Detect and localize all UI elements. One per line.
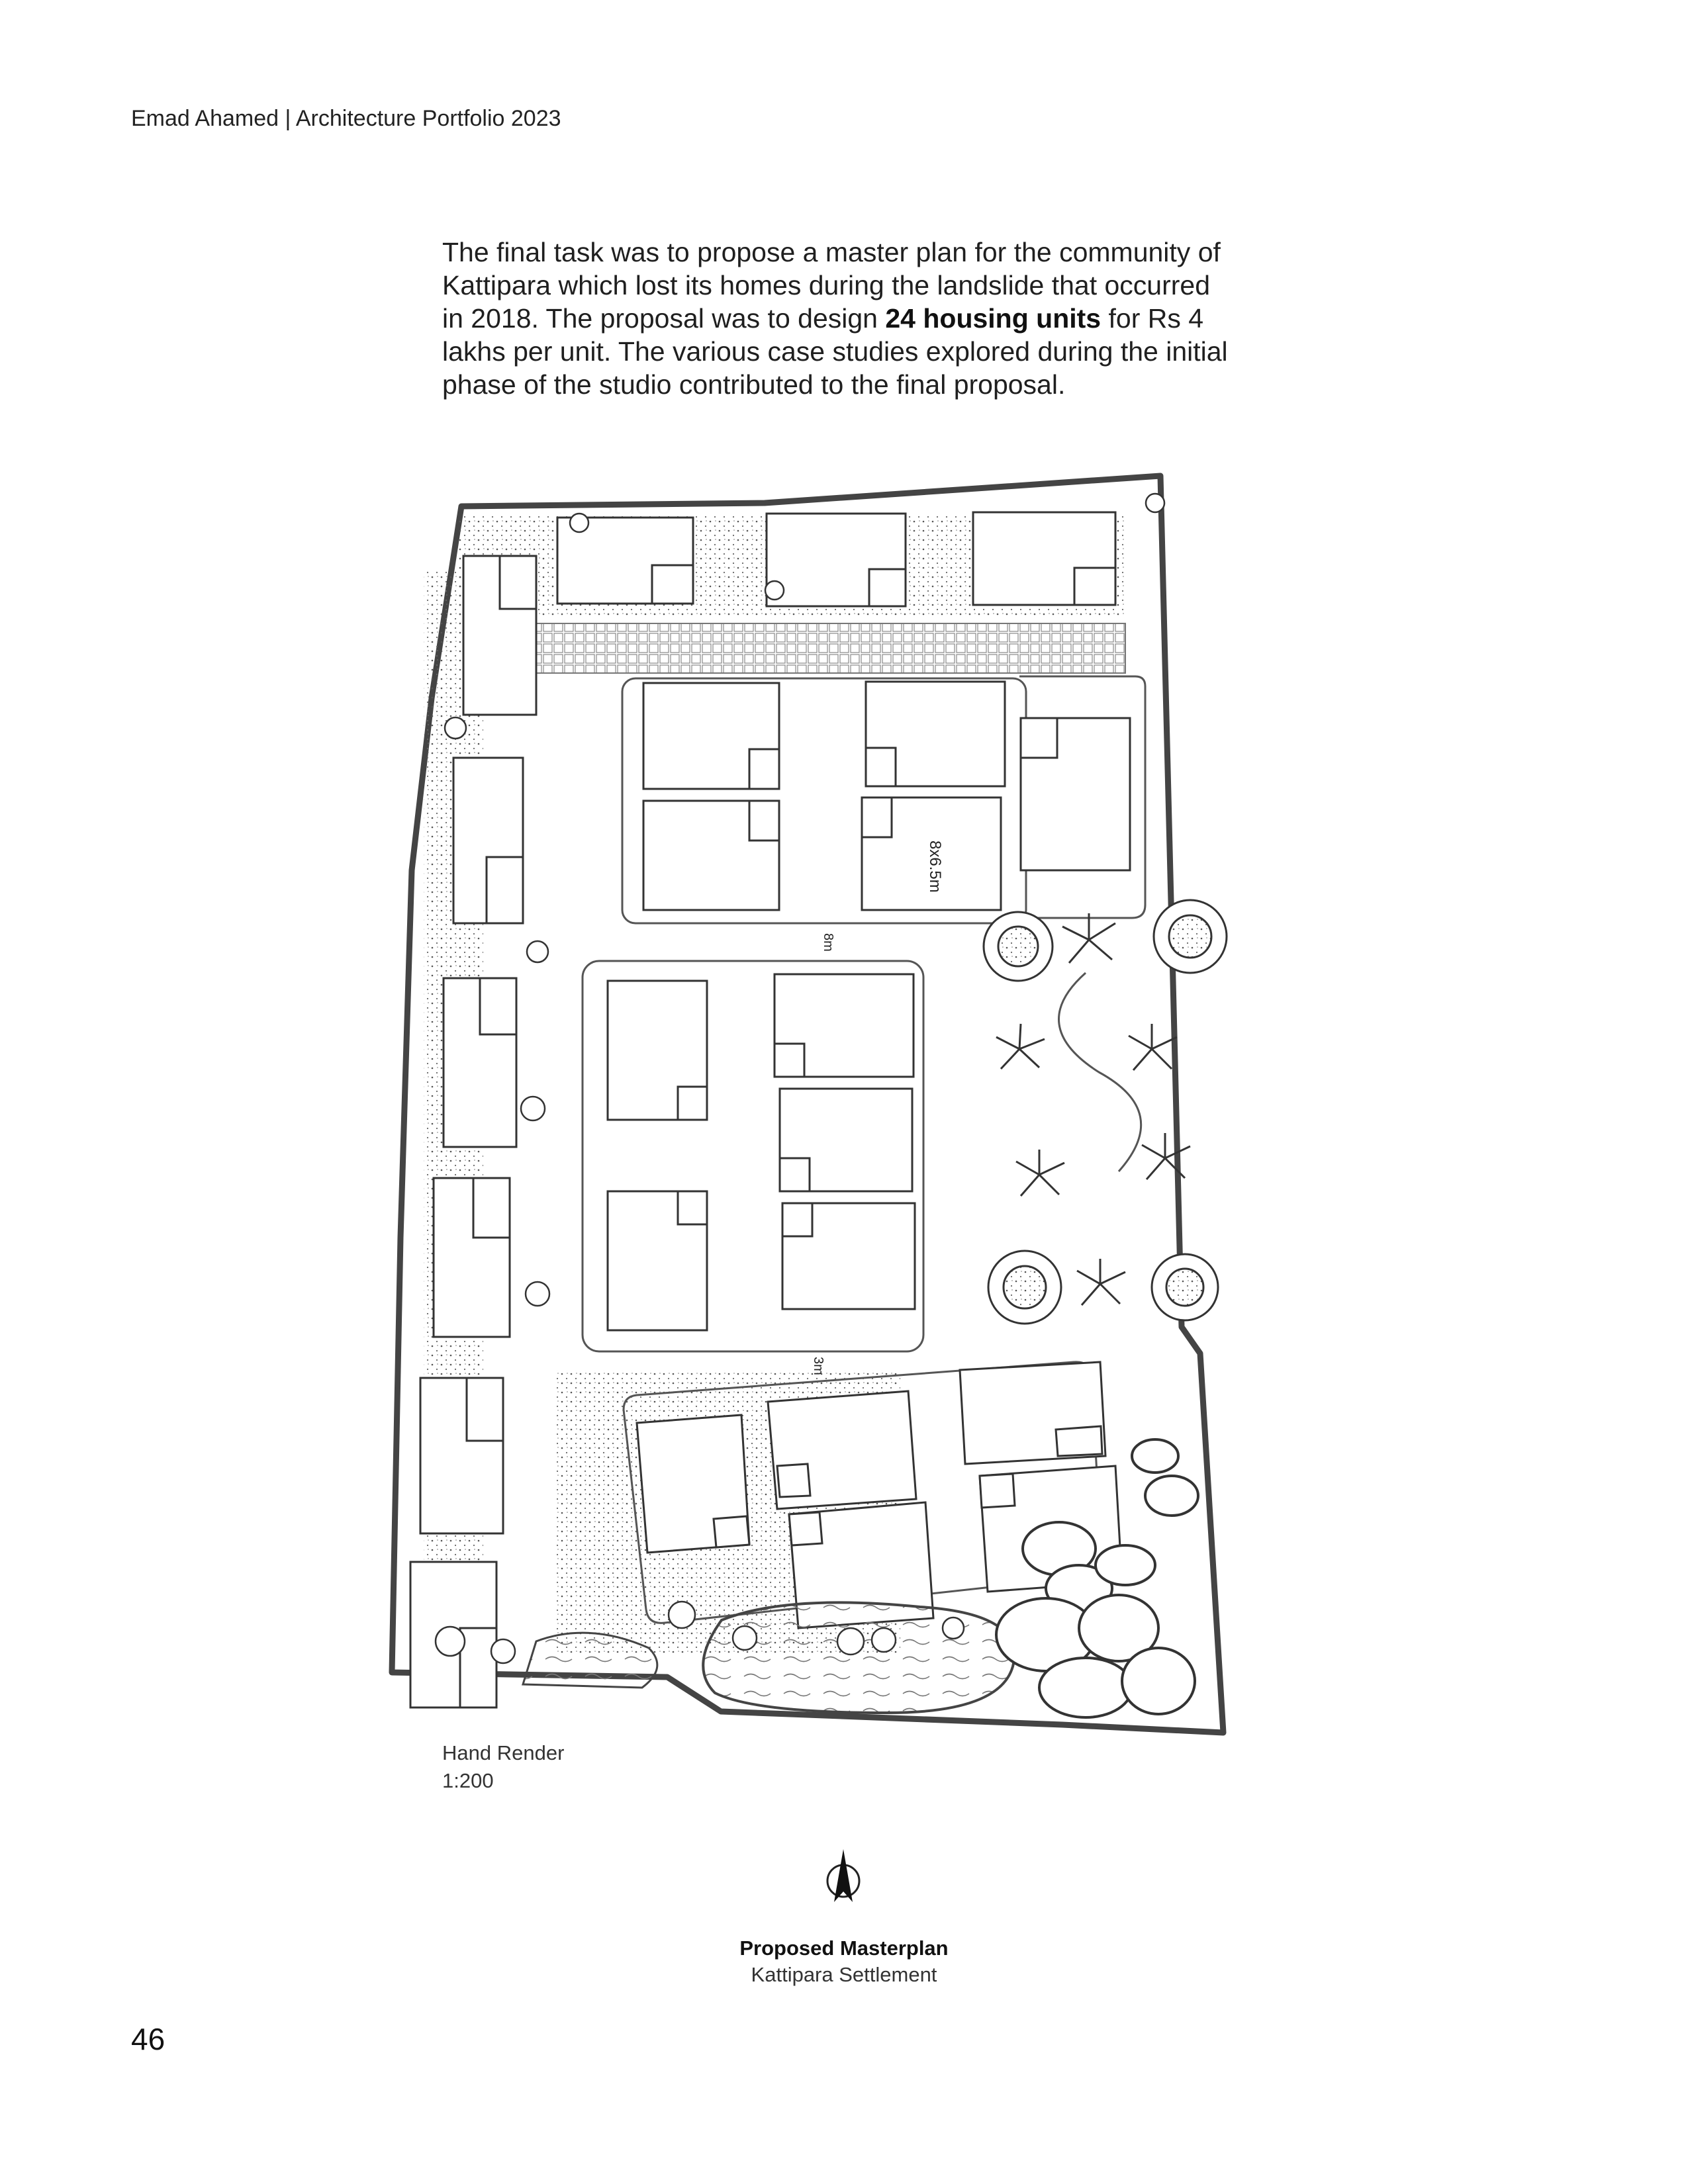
road-width-label-8m: 8m (821, 933, 835, 952)
page-number: 46 (131, 2022, 165, 2056)
render-type: Hand Render (442, 1741, 565, 1764)
paved-road (470, 623, 1125, 673)
render-label (442, 1739, 564, 1795)
road-width-label-3m: 3m (811, 1357, 825, 1375)
intro-text-bold: 24 housing units (885, 303, 1102, 334)
figure-caption-subtitle: Kattipara Settlement (751, 1963, 937, 1986)
intro-text-after: for Rs 4 lakhs per unit. The various case studies explored during the initial phase of the studio contributed to the final proposal. (442, 303, 1228, 400)
house-dimension-label: 8x6.5m (926, 841, 944, 893)
north-arrow-icon (817, 1846, 870, 1913)
intro-paragraph (442, 236, 1237, 401)
render-scale: 1:200 (442, 1769, 494, 1792)
figure-caption-title: Proposed Masterplan (739, 1936, 949, 1960)
intro-text-before: The final task was to propose a master plan for the community of Kattipara which lost its homes during the landslide that occurred in 2018. The proposal was to design (442, 237, 1221, 334)
house-row-top (557, 512, 1115, 606)
pond (703, 1602, 1014, 1713)
portfolio-header: Emad Ahamed | Architecture Portfolio 2023 (131, 106, 561, 131)
masterplan-drawing (384, 463, 1350, 1827)
